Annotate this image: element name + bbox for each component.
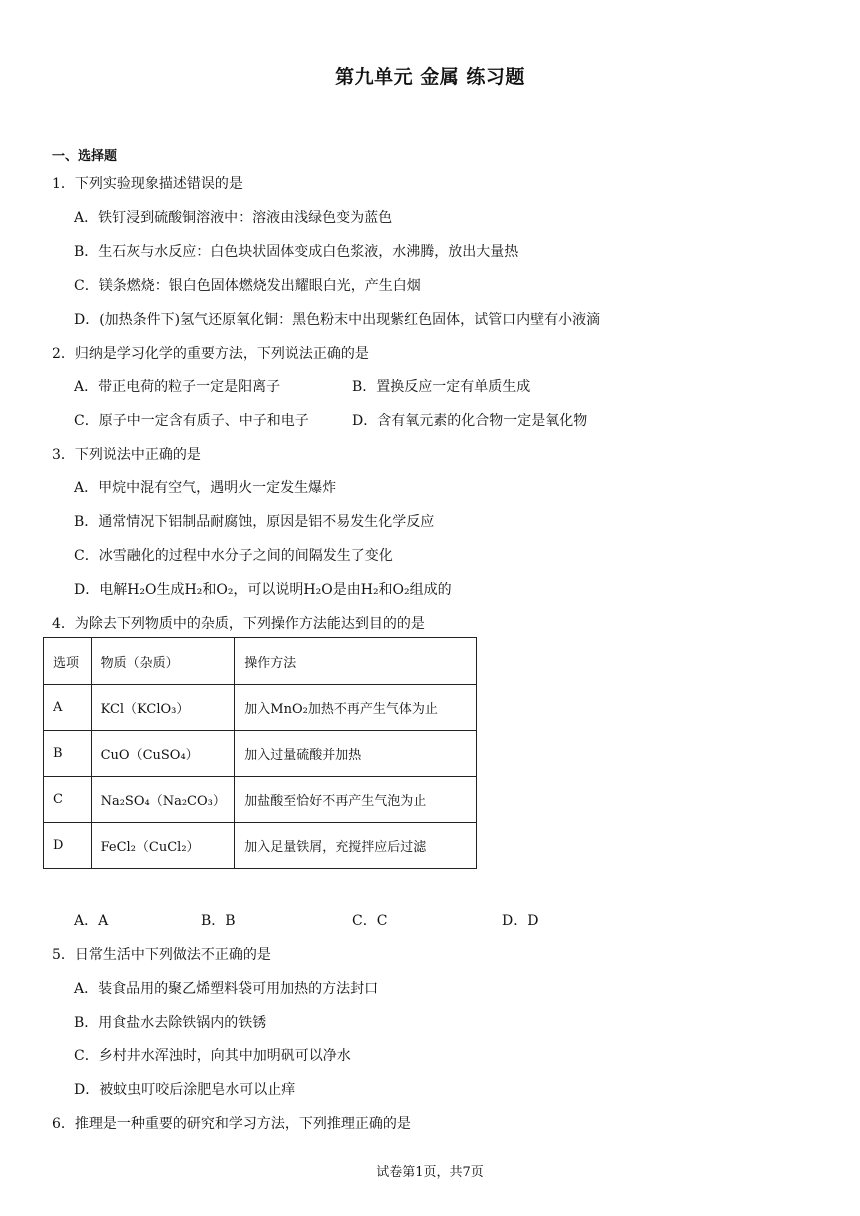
q5-option-a: A．装食品用的聚乙烯塑料袋可用加热的方法封口 <box>74 981 379 997</box>
table-cell: 加入足量铁屑，充搅拌应后过滤 <box>235 823 477 869</box>
q1-option-a: A．铁钉浸到硫酸铜溶液中：溶液由浅绿色变为蓝色 <box>74 210 393 226</box>
q4-option-d: D．D <box>502 913 539 929</box>
q1-option-c: C．镁条燃烧：银白色固体燃烧发出耀眼白光，产生白烟 <box>74 278 421 294</box>
q4-option-b: B．B <box>201 913 236 929</box>
q2-option-c: C．原子中一定含有质子、中子和电子 <box>74 413 309 429</box>
table-cell: CuO（CuSO₄） <box>91 731 235 777</box>
table-cell: 加入MnO₂加热不再产生气体为止 <box>235 685 477 731</box>
table-cell: KCl（KClO₃） <box>91 685 235 731</box>
table-cell: A <box>44 685 92 731</box>
section-heading: 一、选择题 <box>52 149 118 164</box>
question-4-stem: 4．为除去下列物质中的杂质，下列操作方法能达到目的的是 <box>52 616 425 632</box>
table-row <box>44 823 477 869</box>
impurity-removal-table <box>43 637 477 869</box>
q5-option-d: D．被蚊虫叮咬后涂肥皂水可以止痒 <box>74 1082 296 1098</box>
page-title: 第九单元 金属 练习题 <box>335 66 525 88</box>
q5-option-c: C．乡村井水浑浊时，向其中加明矾可以净水 <box>74 1048 351 1064</box>
table-cell: 加盐酸至恰好不再产生气泡为止 <box>235 777 477 823</box>
table-cell: C <box>44 777 92 823</box>
q5-option-b: B．用食盐水去除铁锅内的铁锈 <box>74 1015 267 1031</box>
table-cell: FeCl₂（CuCl₂） <box>91 823 235 869</box>
question-5-stem: 5．日常生活中下列做法不正确的是 <box>52 947 271 963</box>
q4-option-a: A．A <box>74 913 109 929</box>
q3-option-d: D．电解H₂O生成H₂和O₂，可以说明H₂O是由H₂和O₂组成的 <box>74 582 452 598</box>
table-cell: 加入过量硫酸并加热 <box>235 731 477 777</box>
question-6-stem: 6．推理是一种重要的研究和学习方法，下列推理正确的是 <box>52 1116 411 1132</box>
table-header-cell: 选项 <box>44 638 92 685</box>
question-3-stem: 3．下列说法中正确的是 <box>52 447 201 463</box>
table-row <box>44 731 477 777</box>
question-2-stem: 2．归纳是学习化学的重要方法，下列说法正确的是 <box>52 346 369 362</box>
table-cell: D <box>44 823 92 869</box>
question-1-stem: 1．下列实验现象描述错误的是 <box>52 176 243 192</box>
table-cell: Na₂SO₄（Na₂CO₃） <box>91 777 235 823</box>
table-header-cell: 操作方法 <box>235 638 477 685</box>
q2-option-d: D．含有氧元素的化合物一定是氧化物 <box>352 413 588 429</box>
q2-option-a: A．带正电荷的粒子一定是阳离子 <box>74 379 281 395</box>
q3-option-c: C．冰雪融化的过程中水分子之间的间隔发生了变化 <box>74 548 393 564</box>
table-cell: B <box>44 731 92 777</box>
q4-option-c: C．C <box>352 913 388 929</box>
q1-option-b: B．生石灰与水反应：白色块状固体变成白色浆液，水沸腾，放出大量热 <box>74 244 519 260</box>
page-footer: 试卷第1页，共7页 <box>376 1165 484 1180</box>
q3-option-b: B．通常情况下铝制品耐腐蚀，原因是铝不易发生化学反应 <box>74 514 435 530</box>
q1-option-d: D．(加热条件下)氢气还原氧化铜：黑色粉末中出现紫红色固体，试管口内壁有小液滴 <box>74 312 601 328</box>
q2-option-b: B．置换反应一定有单质生成 <box>352 379 531 395</box>
table-row <box>44 777 477 823</box>
q3-option-a: A．甲烷中混有空气，遇明火一定发生爆炸 <box>74 480 337 496</box>
table-header-cell: 物质（杂质） <box>91 638 235 685</box>
table-row <box>44 685 477 731</box>
table-header-row <box>44 638 477 685</box>
